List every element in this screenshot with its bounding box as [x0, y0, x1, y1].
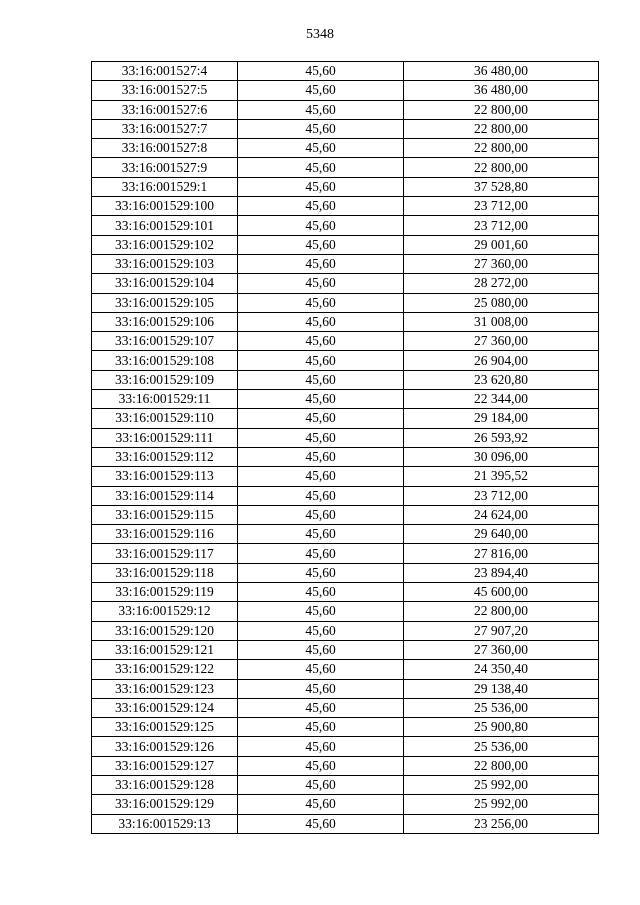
table-row: [92, 640, 599, 659]
table-row: [92, 660, 599, 679]
cadastral-number-cell: 33:16:001529:105: [92, 293, 238, 312]
rate-cell: 45,60: [238, 756, 404, 775]
cadastral-number-cell: 33:16:001529:126: [92, 737, 238, 756]
table-row: [92, 235, 599, 254]
table-row: [92, 274, 599, 293]
value-cell: 22 800,00: [404, 100, 599, 119]
table-row: [92, 100, 599, 119]
cadastral-number-cell: 33:16:001529:120: [92, 621, 238, 640]
cadastral-number-cell: 33:16:001529:113: [92, 467, 238, 486]
rate-cell: 45,60: [238, 293, 404, 312]
table-row: [92, 795, 599, 814]
cadastral-number-cell: 33:16:001529:123: [92, 679, 238, 698]
table-row: [92, 679, 599, 698]
table-row: [92, 775, 599, 794]
table-row: [92, 119, 599, 138]
table-row: [92, 563, 599, 582]
cadastral-number-cell: 33:16:001529:122: [92, 660, 238, 679]
value-cell: 27 907,20: [404, 621, 599, 640]
value-cell: 26 593,92: [404, 428, 599, 447]
value-cell: 45 600,00: [404, 583, 599, 602]
value-cell: 25 900,80: [404, 718, 599, 737]
table-row: [92, 505, 599, 524]
rate-cell: 45,60: [238, 795, 404, 814]
rate-cell: 45,60: [238, 332, 404, 351]
cadastral-number-cell: 33:16:001529:12: [92, 602, 238, 621]
value-cell: 23 712,00: [404, 216, 599, 235]
rate-cell: 45,60: [238, 119, 404, 138]
value-cell: 22 800,00: [404, 756, 599, 775]
table-row: [92, 486, 599, 505]
rate-cell: 45,60: [238, 274, 404, 293]
table-row: [92, 62, 599, 81]
value-cell: 29 184,00: [404, 409, 599, 428]
rate-cell: 45,60: [238, 814, 404, 833]
value-cell: 27 360,00: [404, 640, 599, 659]
table-row: [92, 332, 599, 351]
rate-cell: 45,60: [238, 235, 404, 254]
table-row: [92, 737, 599, 756]
table-row: [92, 312, 599, 331]
table-row: [92, 718, 599, 737]
rate-cell: 45,60: [238, 254, 404, 273]
table-row: [92, 602, 599, 621]
cadastral-number-cell: 33:16:001529:128: [92, 775, 238, 794]
table-row: [92, 447, 599, 466]
value-cell: 21 395,52: [404, 467, 599, 486]
rate-cell: 45,60: [238, 660, 404, 679]
value-cell: 23 256,00: [404, 814, 599, 833]
table-row: [92, 467, 599, 486]
table-row: [92, 698, 599, 717]
cadastral-number-cell: 33:16:001529:106: [92, 312, 238, 331]
cadastral-number-cell: 33:16:001529:102: [92, 235, 238, 254]
rate-cell: 45,60: [238, 544, 404, 563]
value-cell: 25 992,00: [404, 775, 599, 794]
value-cell: 29 640,00: [404, 525, 599, 544]
rate-cell: 45,60: [238, 583, 404, 602]
cadastral-number-cell: 33:16:001529:110: [92, 409, 238, 428]
rate-cell: 45,60: [238, 718, 404, 737]
value-cell: 27 360,00: [404, 254, 599, 273]
rate-cell: 45,60: [238, 563, 404, 582]
cadastral-number-cell: 33:16:001529:104: [92, 274, 238, 293]
cadastral-number-cell: 33:16:001529:125: [92, 718, 238, 737]
cadastral-number-cell: 33:16:001527:4: [92, 62, 238, 81]
rate-cell: 45,60: [238, 486, 404, 505]
cadastral-number-cell: 33:16:001529:101: [92, 216, 238, 235]
rate-cell: 45,60: [238, 62, 404, 81]
table-row: [92, 139, 599, 158]
table-row: [92, 409, 599, 428]
cadastral-number-cell: 33:16:001529:112: [92, 447, 238, 466]
cadastral-number-cell: 33:16:001529:109: [92, 370, 238, 389]
value-cell: 22 800,00: [404, 158, 599, 177]
table-row: [92, 216, 599, 235]
rate-cell: 45,60: [238, 621, 404, 640]
cadastral-number-cell: 33:16:001529:13: [92, 814, 238, 833]
cadastral-number-cell: 33:16:001529:100: [92, 197, 238, 216]
value-cell: 23 712,00: [404, 486, 599, 505]
rate-cell: 45,60: [238, 177, 404, 196]
value-cell: 28 272,00: [404, 274, 599, 293]
value-cell: 25 080,00: [404, 293, 599, 312]
value-cell: 22 800,00: [404, 119, 599, 138]
table-row: [92, 428, 599, 447]
value-cell: 24 624,00: [404, 505, 599, 524]
table-row: [92, 177, 599, 196]
rate-cell: 45,60: [238, 351, 404, 370]
value-cell: 26 904,00: [404, 351, 599, 370]
table-row: [92, 197, 599, 216]
cadastral-number-cell: 33:16:001529:117: [92, 544, 238, 563]
cadastral-number-cell: 33:16:001529:116: [92, 525, 238, 544]
table-row: [92, 756, 599, 775]
value-cell: 25 536,00: [404, 698, 599, 717]
rate-cell: 45,60: [238, 505, 404, 524]
rate-cell: 45,60: [238, 525, 404, 544]
cadastral-number-cell: 33:16:001527:7: [92, 119, 238, 138]
table-row: [92, 544, 599, 563]
rate-cell: 45,60: [238, 447, 404, 466]
rate-cell: 45,60: [238, 409, 404, 428]
cadastral-table: [91, 61, 599, 834]
value-cell: 23 894,40: [404, 563, 599, 582]
cadastral-number-cell: 33:16:001529:111: [92, 428, 238, 447]
table-row: [92, 583, 599, 602]
table-body: [92, 62, 599, 834]
rate-cell: 45,60: [238, 312, 404, 331]
value-cell: 27 816,00: [404, 544, 599, 563]
rate-cell: 45,60: [238, 81, 404, 100]
rate-cell: 45,60: [238, 737, 404, 756]
page-number: 5348: [306, 27, 334, 42]
value-cell: 27 360,00: [404, 332, 599, 351]
table-row: [92, 621, 599, 640]
value-cell: 22 344,00: [404, 390, 599, 409]
value-cell: 23 712,00: [404, 197, 599, 216]
rate-cell: 45,60: [238, 640, 404, 659]
value-cell: 23 620,80: [404, 370, 599, 389]
cadastral-number-cell: 33:16:001529:108: [92, 351, 238, 370]
rate-cell: 45,60: [238, 197, 404, 216]
rate-cell: 45,60: [238, 428, 404, 447]
cadastral-number-cell: 33:16:001527:6: [92, 100, 238, 119]
value-cell: 29 138,40: [404, 679, 599, 698]
cadastral-number-cell: 33:16:001529:11: [92, 390, 238, 409]
cadastral-number-cell: 33:16:001527:9: [92, 158, 238, 177]
value-cell: 22 800,00: [404, 139, 599, 158]
rate-cell: 45,60: [238, 100, 404, 119]
value-cell: 36 480,00: [404, 81, 599, 100]
cadastral-number-cell: 33:16:001529:118: [92, 563, 238, 582]
rate-cell: 45,60: [238, 370, 404, 389]
table-row: [92, 370, 599, 389]
value-cell: 25 992,00: [404, 795, 599, 814]
rate-cell: 45,60: [238, 698, 404, 717]
cadastral-number-cell: 33:16:001527:5: [92, 81, 238, 100]
table-row: [92, 525, 599, 544]
cadastral-number-cell: 33:16:001529:103: [92, 254, 238, 273]
table-row: [92, 254, 599, 273]
rate-cell: 45,60: [238, 775, 404, 794]
rate-cell: 45,60: [238, 602, 404, 621]
value-cell: 36 480,00: [404, 62, 599, 81]
table-row: [92, 158, 599, 177]
table-row: [92, 81, 599, 100]
value-cell: 30 096,00: [404, 447, 599, 466]
value-cell: 31 008,00: [404, 312, 599, 331]
value-cell: 29 001,60: [404, 235, 599, 254]
rate-cell: 45,60: [238, 216, 404, 235]
cadastral-number-cell: 33:16:001529:129: [92, 795, 238, 814]
cadastral-number-cell: 33:16:001527:8: [92, 139, 238, 158]
table-row: [92, 390, 599, 409]
cadastral-number-cell: 33:16:001529:107: [92, 332, 238, 351]
cadastral-number-cell: 33:16:001529:1: [92, 177, 238, 196]
cadastral-number-cell: 33:16:001529:114: [92, 486, 238, 505]
value-cell: 24 350,40: [404, 660, 599, 679]
cadastral-number-cell: 33:16:001529:124: [92, 698, 238, 717]
value-cell: 25 536,00: [404, 737, 599, 756]
cadastral-number-cell: 33:16:001529:127: [92, 756, 238, 775]
rate-cell: 45,60: [238, 139, 404, 158]
value-cell: 37 528,80: [404, 177, 599, 196]
cadastral-number-cell: 33:16:001529:121: [92, 640, 238, 659]
value-cell: 22 800,00: [404, 602, 599, 621]
table-row: [92, 814, 599, 833]
rate-cell: 45,60: [238, 390, 404, 409]
table-row: [92, 293, 599, 312]
cadastral-number-cell: 33:16:001529:115: [92, 505, 238, 524]
rate-cell: 45,60: [238, 158, 404, 177]
rate-cell: 45,60: [238, 679, 404, 698]
rate-cell: 45,60: [238, 467, 404, 486]
table-row: [92, 351, 599, 370]
cadastral-number-cell: 33:16:001529:119: [92, 583, 238, 602]
